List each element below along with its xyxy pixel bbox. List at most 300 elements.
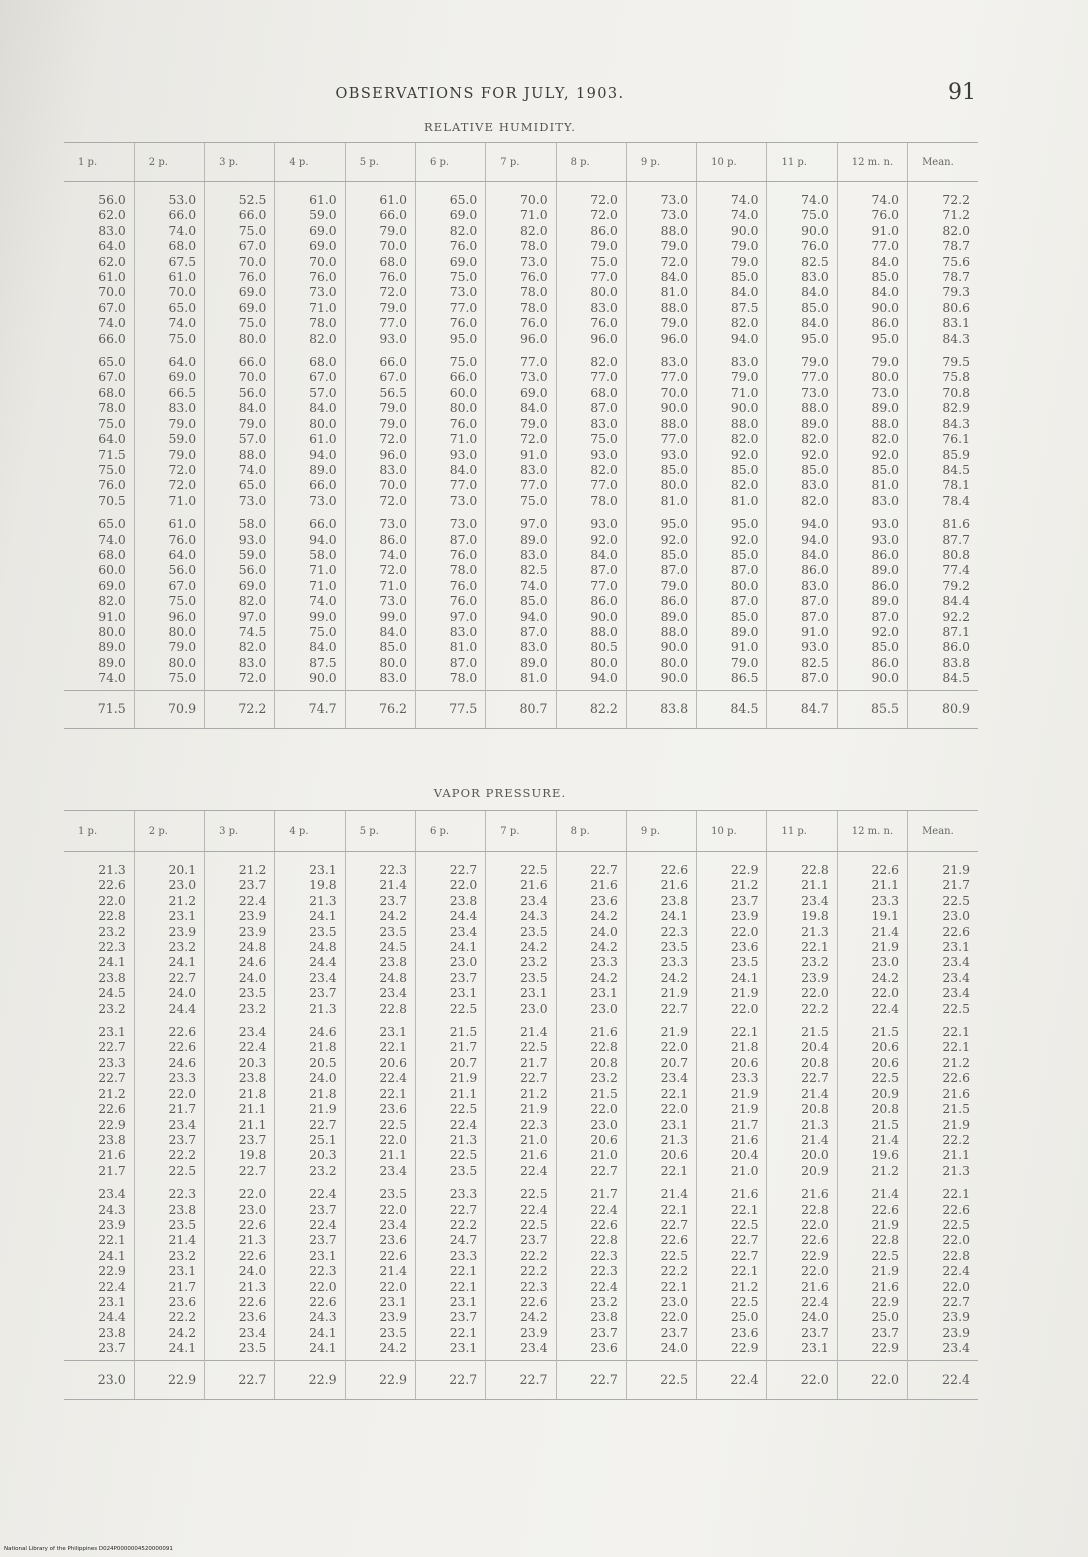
value-cell: 56.0 [238, 562, 267, 578]
value-cell: 89.0 [660, 608, 689, 624]
value-cell: 66.0 [238, 207, 267, 223]
value-cell: 66.0 [449, 369, 478, 385]
value-cell: 23.5 [660, 939, 689, 955]
value-cell: 65.0 [238, 477, 267, 493]
value-cell: 23.7 [449, 969, 478, 985]
value-cell: 23.1 [98, 1293, 126, 1309]
value-cell: 21.9 [660, 985, 689, 1001]
value-cell: 21.4 [871, 923, 900, 939]
value-cell: 90.0 [660, 400, 689, 416]
value-cell: 22.0 [660, 1039, 689, 1055]
value-cell: 21.6 [801, 1278, 829, 1294]
value-cell: 88.0 [660, 415, 689, 431]
value-cell: 76.0 [238, 269, 267, 285]
value-cell: 84.0 [801, 284, 829, 300]
column-cell [626, 862, 696, 1360]
value-cell: 84.0 [519, 400, 548, 416]
value-cell: 24.6 [168, 1054, 197, 1070]
day-group [486, 516, 547, 685]
value-cell: 21.5 [871, 1024, 900, 1040]
value-cell: 23.7 [98, 1340, 126, 1356]
value-cell: 23.9 [801, 969, 829, 985]
value-cell: 69.0 [449, 207, 478, 223]
value-cell: 87.1 [942, 623, 970, 639]
day-group [486, 1186, 547, 1355]
value-cell: 21.4 [801, 1131, 829, 1147]
value-cell: 83.0 [660, 354, 689, 370]
value-cell: 86.0 [801, 562, 829, 578]
value-cell: 23.4 [98, 1186, 126, 1202]
day-group [767, 192, 828, 346]
value-cell: 21.2 [730, 1278, 759, 1294]
value-cell: 82.9 [942, 400, 970, 416]
value-cell: 23.7 [660, 1324, 689, 1340]
value-cell: 23.4 [309, 969, 337, 985]
value-cell: 22.8 [942, 1247, 970, 1263]
value-cell: 23.1 [98, 1024, 126, 1040]
value-cell: 21.8 [730, 1039, 759, 1055]
value-cell: 24.3 [519, 908, 548, 924]
value-cell: 57.0 [309, 384, 337, 400]
column-cell [767, 862, 837, 1360]
value-cell: 87.5 [309, 654, 337, 670]
value-cell: 75.0 [168, 670, 197, 686]
value-cell: 67.5 [168, 253, 197, 269]
value-cell: 91.0 [871, 222, 900, 238]
value-cell: 86.0 [590, 222, 618, 238]
value-cell: 76.0 [519, 315, 548, 331]
value-cell: 75.8 [942, 369, 970, 385]
day-group [346, 516, 407, 685]
column-cell [697, 192, 767, 690]
value-cell: 69.0 [309, 222, 337, 238]
value-cell: 22.7 [98, 1070, 126, 1086]
value-cell: 23.6 [590, 1340, 618, 1356]
value-cell: 23.3 [871, 892, 900, 908]
value-cell: 88.0 [730, 415, 759, 431]
value-cell: 23.9 [168, 923, 197, 939]
value-cell: 24.1 [309, 1340, 337, 1356]
value-cell: 85.0 [519, 593, 548, 609]
value-cell: 21.9 [942, 862, 970, 877]
value-cell: 77.0 [590, 577, 618, 593]
value-cell: 71.0 [449, 431, 478, 447]
column-cell [837, 192, 907, 690]
value-cell: 79.5 [942, 354, 970, 370]
column-header: 9 p. [626, 143, 696, 182]
value-cell: 56.5 [379, 384, 407, 400]
value-cell: 84.0 [871, 253, 900, 269]
value-cell: 66.0 [379, 354, 407, 370]
value-cell: 22.7 [168, 969, 197, 985]
value-cell: 76.1 [942, 431, 970, 447]
column-header: 3 p. [205, 811, 275, 852]
value-cell: 72.0 [379, 284, 407, 300]
value-cell: 70.0 [238, 369, 267, 385]
value-cell: 76.0 [379, 269, 407, 285]
value-cell: 71.2 [942, 207, 970, 223]
value-cell: 86.0 [942, 639, 970, 655]
value-cell: 23.5 [379, 923, 407, 939]
value-cell: 70.0 [309, 253, 337, 269]
value-cell: 79.0 [730, 654, 759, 670]
column-cell [837, 862, 907, 1360]
value-cell: 21.3 [309, 1000, 337, 1016]
value-cell: 23.4 [379, 1162, 407, 1178]
value-cell: 23.4 [238, 1324, 267, 1340]
value-cell: 22.1 [449, 1278, 478, 1294]
value-cell: 23.5 [238, 985, 267, 1001]
value-cell: 22.0 [379, 1131, 407, 1147]
value-cell: 82.0 [309, 330, 337, 346]
value-cell: 91.0 [519, 446, 548, 462]
value-cell: 67.0 [168, 577, 197, 593]
value-cell: 23.9 [519, 1324, 548, 1340]
day-group [205, 516, 266, 685]
value-cell: 76.0 [449, 577, 478, 593]
value-cell: 85.0 [379, 639, 407, 655]
value-cell: 95.0 [660, 516, 689, 532]
day-group [205, 1186, 266, 1355]
value-cell: 24.2 [590, 969, 618, 985]
value-cell: 78.4 [942, 492, 970, 508]
value-cell: 87.0 [590, 400, 618, 416]
value-cell: 79.0 [379, 299, 407, 315]
value-cell: 83.0 [519, 461, 548, 477]
value-cell: 22.2 [168, 1147, 197, 1163]
day-group [205, 1024, 266, 1178]
value-cell: 91.0 [98, 608, 126, 624]
day-group [557, 192, 618, 346]
value-cell: 23.2 [168, 939, 197, 955]
value-cell: 24.2 [379, 908, 407, 924]
value-cell: 23.5 [238, 1340, 267, 1356]
value-cell: 76.0 [449, 315, 478, 331]
value-cell: 56.0 [168, 562, 197, 578]
mean-cell: 22.7 [556, 1360, 626, 1399]
value-cell: 22.4 [519, 1201, 548, 1217]
value-cell: 22.7 [590, 1162, 618, 1178]
value-cell: 78.0 [519, 238, 548, 254]
value-cell: 69.0 [238, 284, 267, 300]
value-cell: 79.0 [660, 315, 689, 331]
value-cell: 79.0 [238, 415, 267, 431]
column-header: 3 p. [205, 143, 275, 182]
value-cell: 22.7 [730, 1232, 759, 1248]
value-cell: 83.0 [871, 492, 900, 508]
value-cell: 24.2 [168, 1324, 197, 1340]
value-cell: 23.4 [379, 985, 407, 1001]
day-group [767, 1024, 828, 1178]
value-cell: 21.7 [730, 1116, 759, 1132]
value-cell: 92.0 [801, 446, 829, 462]
value-cell: 69.0 [309, 238, 337, 254]
value-cell: 93.0 [871, 516, 900, 532]
value-cell: 75.0 [238, 315, 267, 331]
value-cell: 22.3 [379, 862, 407, 877]
value-cell: 90.0 [660, 639, 689, 655]
value-cell: 23.2 [519, 954, 548, 970]
value-cell: 21.9 [871, 939, 900, 955]
value-cell: 22.4 [590, 1201, 618, 1217]
mean-cell: 84.5 [697, 690, 767, 728]
value-cell: 24.4 [168, 1000, 197, 1016]
value-cell: 75.0 [98, 415, 126, 431]
value-cell: 90.0 [871, 670, 900, 686]
column-cell [64, 862, 134, 1360]
value-cell: 20.8 [590, 1054, 618, 1070]
value-cell: 23.7 [168, 1131, 197, 1147]
value-cell: 58.0 [309, 546, 337, 562]
day-group [627, 516, 688, 685]
value-cell: 82.0 [590, 354, 618, 370]
value-cell: 78.0 [449, 562, 478, 578]
value-cell: 20.4 [801, 1039, 829, 1055]
value-cell: 23.3 [449, 1186, 478, 1202]
value-cell: 83.0 [168, 400, 197, 416]
value-cell: 21.9 [871, 1263, 900, 1279]
column-cell [415, 862, 485, 1360]
value-cell: 68.0 [590, 384, 618, 400]
value-cell: 22.1 [660, 1278, 689, 1294]
value-cell: 83.1 [942, 315, 970, 331]
value-cell: 24.1 [168, 1340, 197, 1356]
mean-cell: 70.9 [134, 690, 204, 728]
mean-cell: 22.0 [767, 1360, 837, 1399]
value-cell: 23.2 [168, 1247, 197, 1263]
value-cell: 23.1 [168, 908, 197, 924]
value-cell: 71.0 [309, 299, 337, 315]
value-cell: 24.1 [98, 954, 126, 970]
value-cell: 22.3 [660, 923, 689, 939]
page-title: OBSERVATIONS FOR JULY, 1903. [335, 86, 625, 102]
day-group [908, 1024, 970, 1178]
value-cell: 80.6 [942, 299, 970, 315]
mean-cell: 22.0 [837, 1360, 907, 1399]
mean-cell: 22.9 [134, 1360, 204, 1399]
day-group [346, 354, 407, 508]
value-cell: 22.4 [801, 1293, 829, 1309]
value-cell: 22.2 [168, 1309, 197, 1325]
value-cell: 21.1 [801, 877, 829, 893]
day-group [486, 354, 547, 508]
value-cell: 21.2 [730, 877, 759, 893]
value-cell: 19.8 [801, 908, 829, 924]
value-cell: 86.5 [730, 670, 759, 686]
value-cell: 21.1 [238, 1116, 267, 1132]
value-cell: 80.0 [730, 577, 759, 593]
value-cell: 22.3 [519, 1278, 548, 1294]
day-group [627, 862, 688, 1016]
value-cell: 22.1 [942, 1039, 970, 1055]
value-cell: 73.0 [519, 369, 548, 385]
value-cell: 79.0 [730, 369, 759, 385]
value-cell: 95.0 [730, 516, 759, 532]
day-group [557, 1186, 618, 1355]
day-group [416, 354, 477, 508]
value-cell: 81.0 [660, 284, 689, 300]
value-cell: 22.6 [871, 862, 900, 877]
value-cell: 21.9 [871, 1216, 900, 1232]
value-cell: 83.0 [801, 477, 829, 493]
value-cell: 77.0 [660, 431, 689, 447]
value-cell: 82.0 [801, 431, 829, 447]
value-cell: 21.7 [449, 1039, 478, 1055]
value-cell: 21.3 [801, 1116, 829, 1132]
value-cell: 21.3 [98, 862, 126, 877]
value-cell: 22.1 [379, 1085, 407, 1101]
value-cell: 73.0 [660, 207, 689, 223]
value-cell: 23.6 [730, 939, 759, 955]
value-cell: 24.8 [238, 939, 267, 955]
value-cell: 96.0 [168, 608, 197, 624]
value-cell: 23.5 [519, 969, 548, 985]
value-cell: 23.6 [168, 1293, 197, 1309]
value-cell: 20.6 [590, 1131, 618, 1147]
value-cell: 75.0 [449, 354, 478, 370]
value-cell: 23.1 [309, 1247, 337, 1263]
value-cell: 22.6 [98, 1101, 126, 1117]
value-cell: 87.0 [871, 608, 900, 624]
value-cell: 21.0 [590, 1147, 618, 1163]
value-cell: 21.4 [871, 1186, 900, 1202]
value-cell: 73.0 [519, 253, 548, 269]
value-cell: 21.4 [168, 1232, 197, 1248]
value-cell: 76.0 [449, 546, 478, 562]
value-cell: 21.6 [519, 877, 548, 893]
value-cell: 99.0 [379, 608, 407, 624]
value-cell: 22.9 [871, 1340, 900, 1356]
value-cell: 21.9 [309, 1101, 337, 1117]
day-group [346, 192, 407, 346]
value-cell: 23.7 [309, 1201, 337, 1217]
value-cell: 21.0 [730, 1162, 759, 1178]
value-cell: 69.0 [449, 253, 478, 269]
value-cell: 19.8 [309, 877, 337, 893]
value-cell: 85.0 [801, 461, 829, 477]
value-cell: 25.1 [309, 1131, 337, 1147]
column-header: 2 p. [134, 143, 204, 182]
day-group [908, 516, 970, 685]
footer-credit: National Library of the Philippines D024P0000004520000091 [4, 1546, 173, 1552]
value-cell: 21.6 [871, 1278, 900, 1294]
mean-cell: 22.7 [415, 1360, 485, 1399]
column-cell [134, 862, 204, 1360]
value-cell: 25.0 [871, 1309, 900, 1325]
value-cell: 73.0 [309, 492, 337, 508]
value-cell: 21.6 [730, 1186, 759, 1202]
value-cell: 89.0 [871, 593, 900, 609]
value-cell: 21.7 [98, 1162, 126, 1178]
value-cell: 96.0 [660, 330, 689, 346]
value-cell: 60.0 [449, 384, 478, 400]
value-cell: 22.8 [379, 1000, 407, 1016]
value-cell: 23.7 [519, 1232, 548, 1248]
mean-cell: 71.5 [64, 690, 134, 728]
value-cell: 70.0 [379, 477, 407, 493]
value-cell: 23.0 [942, 908, 970, 924]
value-cell: 89.0 [519, 531, 548, 547]
day-group [557, 862, 618, 1016]
value-cell: 61.0 [168, 516, 197, 532]
day-group [135, 862, 196, 1016]
value-cell: 87.0 [519, 623, 548, 639]
column-header: 2 p. [134, 811, 204, 852]
column-header: 4 p. [275, 143, 345, 182]
day-group [767, 354, 828, 508]
value-cell: 22.2 [942, 1131, 970, 1147]
day-group [557, 354, 618, 508]
value-cell: 83.0 [590, 415, 618, 431]
value-cell: 85.0 [871, 461, 900, 477]
value-cell: 22.8 [590, 1039, 618, 1055]
value-cell: 64.0 [98, 431, 126, 447]
column-cell [767, 192, 837, 690]
value-cell: 97.0 [449, 608, 478, 624]
day-group [838, 862, 899, 1016]
value-cell: 23.5 [168, 1216, 197, 1232]
column-cell [908, 192, 978, 690]
value-cell: 23.7 [449, 1309, 478, 1325]
value-cell: 77.0 [449, 299, 478, 315]
day-group [627, 1186, 688, 1355]
value-cell: 96.0 [519, 330, 548, 346]
value-cell: 82.0 [238, 639, 267, 655]
value-cell: 21.6 [660, 877, 689, 893]
value-cell: 22.5 [449, 1000, 478, 1016]
value-cell: 23.8 [660, 892, 689, 908]
value-cell: 57.0 [238, 431, 267, 447]
value-cell: 90.0 [801, 222, 829, 238]
value-cell: 68.0 [309, 354, 337, 370]
value-cell: 92.0 [871, 446, 900, 462]
value-cell: 23.8 [379, 954, 407, 970]
value-cell: 72.0 [168, 461, 197, 477]
value-cell: 86.0 [590, 593, 618, 609]
value-cell: 20.6 [660, 1147, 689, 1163]
value-cell: 22.0 [379, 1278, 407, 1294]
value-cell: 21.9 [660, 1024, 689, 1040]
column-cell [486, 862, 556, 1360]
value-cell: 23.7 [871, 1324, 900, 1340]
value-cell: 23.8 [98, 1131, 126, 1147]
value-cell: 79.0 [590, 238, 618, 254]
value-cell: 81.0 [519, 670, 548, 686]
value-cell: 23.7 [379, 892, 407, 908]
column-cell [64, 192, 134, 690]
value-cell: 93.0 [449, 446, 478, 462]
value-cell: 23.6 [730, 1324, 759, 1340]
value-cell: 72.0 [379, 492, 407, 508]
column-header: 12 m. n. [837, 143, 907, 182]
column-cell [134, 192, 204, 690]
value-cell: 21.9 [730, 1101, 759, 1117]
value-cell: 21.7 [168, 1101, 197, 1117]
value-cell: 20.3 [309, 1147, 337, 1163]
column-cell [345, 192, 415, 690]
value-cell: 24.3 [309, 1309, 337, 1325]
value-cell: 22.3 [309, 1263, 337, 1279]
value-cell: 67.0 [238, 238, 267, 254]
value-cell: 94.0 [309, 531, 337, 547]
value-cell: 56.0 [238, 384, 267, 400]
table-row [64, 192, 978, 690]
value-cell: 22.0 [379, 1201, 407, 1217]
value-cell: 80.0 [871, 369, 900, 385]
value-cell: 22.5 [519, 1186, 548, 1202]
value-cell: 68.0 [98, 546, 126, 562]
value-cell: 23.1 [379, 1293, 407, 1309]
